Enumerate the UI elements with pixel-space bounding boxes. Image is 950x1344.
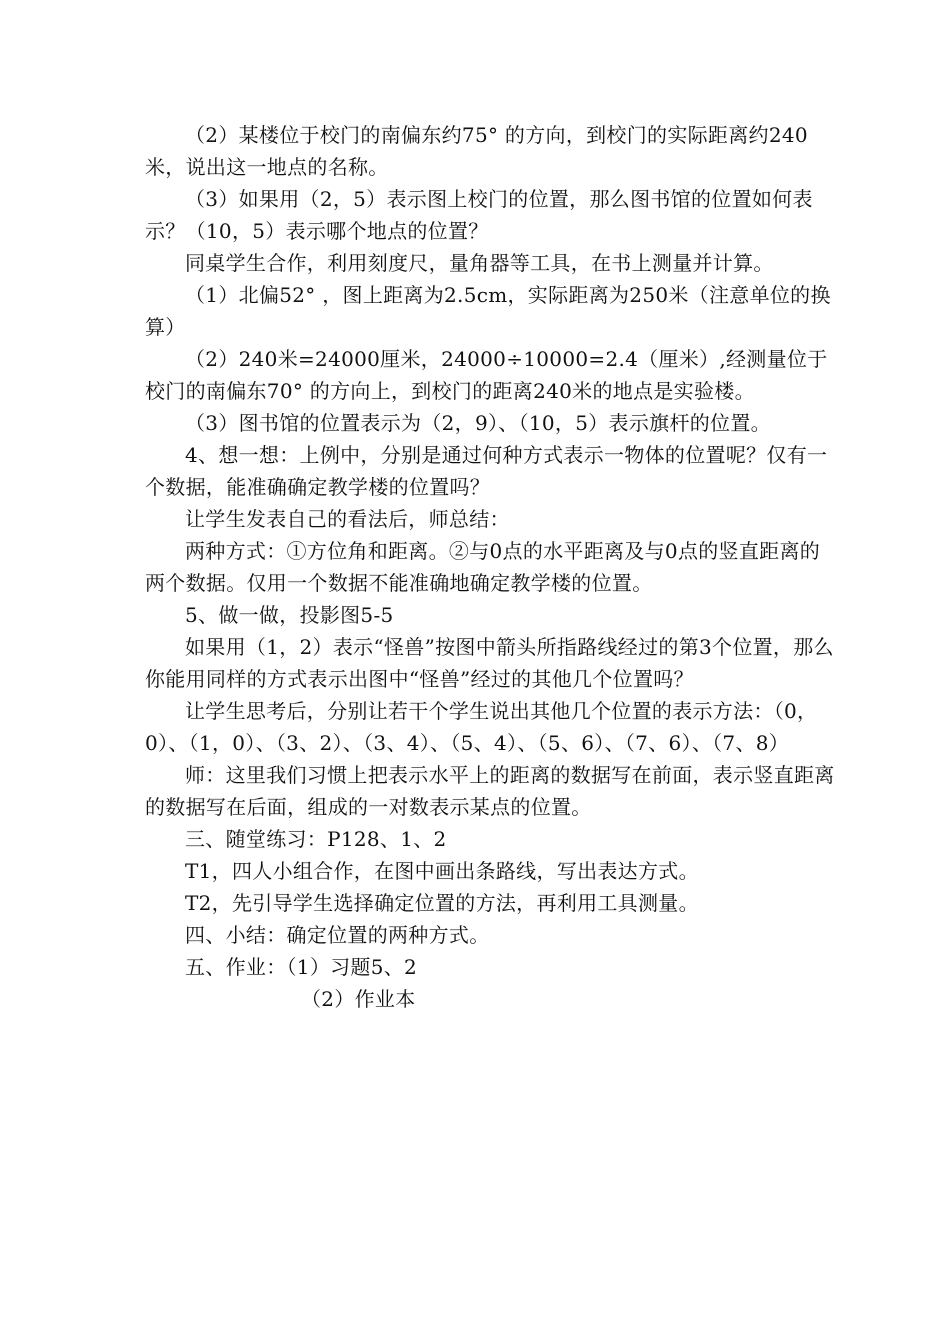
paragraph: T2，先引导学生选择确定位置的方法，再利用工具测量。 bbox=[185, 891, 699, 915]
section-heading: 三、随堂练习：P128、1、2 bbox=[185, 827, 447, 851]
paragraph: 同桌学生合作，利用刻度尺，量角器等工具，在书上测量并计算。 bbox=[185, 251, 774, 275]
section-heading: 四、小结：确定位置的两种方式。 bbox=[185, 923, 490, 947]
paragraph: T1，四人小组合作，在图中画出条路线，写出表达方式。 bbox=[185, 859, 699, 883]
paragraph: 让学生发表自己的看法后，师总结： bbox=[185, 507, 510, 531]
paragraph: 如果用（1，2）表示“怪兽”按图中箭头所指路线经过的第3个位置，那么你能用同样的方式表示出图中“怪兽”经过的其他几个位置吗？ bbox=[145, 635, 834, 691]
paragraph: 5、做一做，投影图5-5 bbox=[185, 603, 394, 627]
paragraph: （3）图书馆的位置表示为（2，9）、（10，5）表示旗杆的位置。 bbox=[185, 411, 771, 435]
paragraph: 让学生思考后，分别让若干个学生说出其他几个位置的表示方法：（0，0）、（1，0）、（3、2）、（3、4）、（5、4）、（5、6）、（7、6）、（7、8） bbox=[145, 699, 818, 755]
document-body bbox=[145, 119, 835, 1015]
paragraph: （2）某楼位于校门的南偏东约75° 的方向，到校门的实际距离约240米，说出这一地点的名称。 bbox=[145, 123, 808, 179]
section-heading: 五、作业：（1）习题5、2 bbox=[185, 955, 418, 979]
paragraph: 两种方式：①方位角和距离。②与0点的水平距离及与0点的竖直距离的两个数据。仅用一个数据不能准确地确定教学楼的位置。 bbox=[145, 539, 821, 595]
homework-item: （2）作业本 bbox=[301, 987, 416, 1011]
paragraph: （2）240米=24000厘米，24000÷10000=2.4（厘米）,经测量位于校门的南偏东70° 的方向上，到校门的距离240米的地点是实验楼。 bbox=[145, 347, 828, 403]
paragraph: （3）如果用（2，5）表示图上校门的位置，那么图书馆的位置如何表示？（10，5）表示哪个地点的位置？ bbox=[145, 187, 813, 243]
paragraph: 4、想一想：上例中，分别是通过何种方式表示一物体的位置呢？仅有一个数据，能准确确定教学楼的位置吗？ bbox=[145, 443, 828, 499]
paragraph: （1）北偏52° ，图上距离为2.5cm，实际距离为250米（注意单位的换算） bbox=[145, 283, 831, 339]
paragraph: 师：这里我们习惯上把表示水平上的距离的数据写在前面，表示竖直距离的数据写在后面，组成的一对数表示某点的位置。 bbox=[145, 763, 835, 819]
